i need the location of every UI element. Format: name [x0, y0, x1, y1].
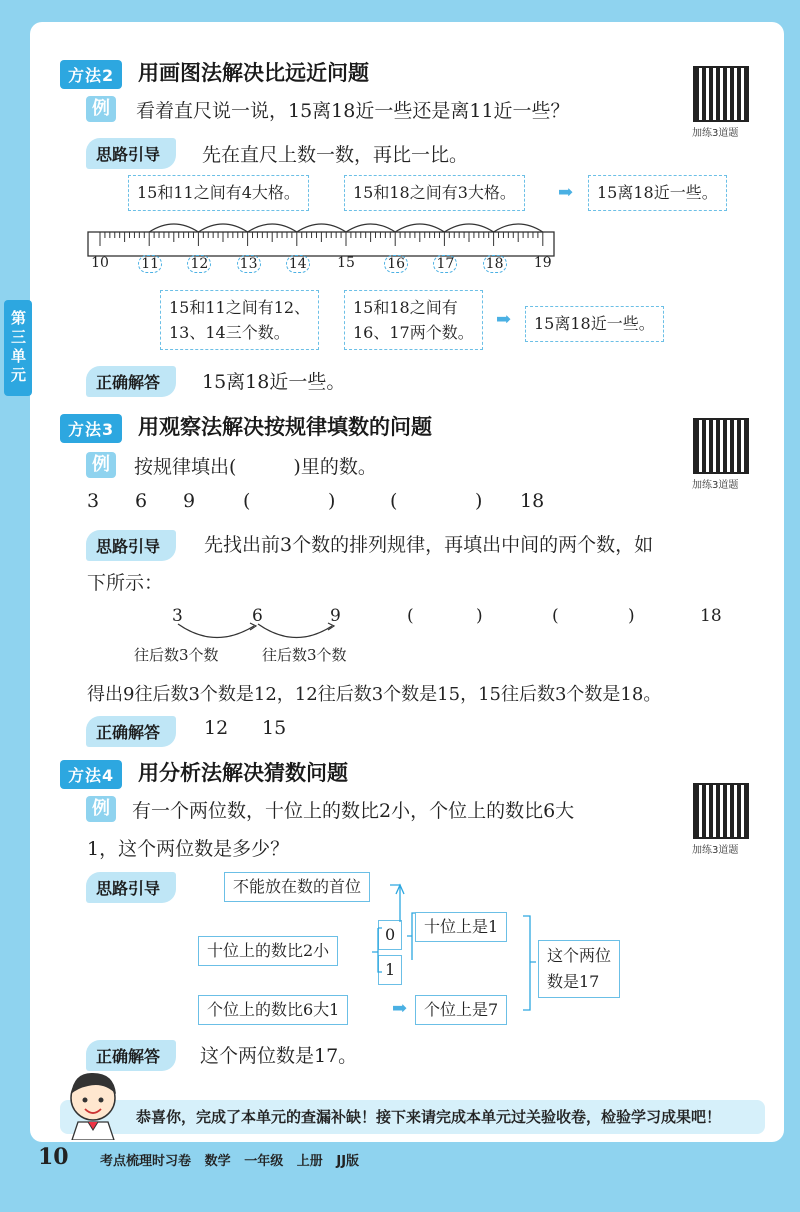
completion-banner: 恭喜你，完成了本单元的查漏补缺！接下来请完成本单元过关验收卷，检验学习成果吧！ [60, 1100, 765, 1134]
method3-conclusion: 得出9往后数3个数是12，12往后数3个数是15，15往后数3个数是18。 [87, 684, 662, 705]
sequence-item: 3 [87, 490, 100, 512]
box-tens-less-than-2: 十位上的数比2小 [198, 936, 338, 966]
ruler-label: 19 [533, 255, 552, 271]
arrow-label-2: 往后数3个数 [262, 646, 347, 664]
sequence2-item: 3 [172, 606, 183, 626]
method2-answer-tag: 正确解答 [86, 366, 176, 397]
method4-question-line1: 有一个两位数，十位上的数比2小，个位上的数比6大 [132, 800, 575, 822]
method3-tag: 方法3 [60, 414, 122, 443]
method4-question-line2: 1，这个两位数是多少？ [87, 838, 290, 860]
method4-tag: 方法4 [60, 760, 122, 789]
sequence-blank[interactable] [440, 490, 459, 517]
method2-question: 看着直尺说一说，15离18近一些还是离11近一些？ [136, 100, 570, 122]
sequence2-item: ) [476, 606, 483, 626]
box-digit-0: 0 [378, 920, 402, 950]
ruler-arcs [149, 224, 543, 232]
ruler-arc [444, 224, 493, 232]
ruler-arc [494, 224, 543, 232]
sequence-item: ( [390, 490, 398, 512]
sequence2-item: ) [628, 606, 635, 626]
box-result [538, 940, 620, 998]
method4-title: 用分析法解决猜数问题 [138, 761, 348, 785]
qr-caption: 加练3道题 [692, 128, 739, 139]
box-result-line2: 数是17 [547, 972, 600, 991]
ruler-label: 11 [138, 255, 162, 273]
sequence-item: 18 [520, 490, 545, 512]
arrow-right-icon: ➡ [392, 998, 408, 1019]
sequence-item: 6 [135, 490, 148, 512]
footer-subject: 数学 [204, 1154, 231, 1169]
qr-caption: 加练3道题 [692, 845, 739, 856]
method2-bottom-box-2-line2: 16、17两个数。 [353, 323, 474, 342]
method3-answer-tag: 正确解答 [86, 716, 176, 747]
method2-bottom-box-1-line2: 13、14三个数。 [169, 323, 290, 342]
ruler-label: 14 [286, 255, 310, 273]
method2-bottom-box-2-line1: 15和18之间有 [353, 298, 458, 317]
method2-bottom-box-2 [344, 290, 483, 350]
footer-book: 考点梳理时习卷 [100, 1154, 192, 1169]
method3-example-tag: 例 [86, 452, 116, 478]
box-result-line1: 这个两位 [547, 946, 612, 965]
arrow-right-icon: ➡ [558, 182, 574, 203]
jump-arrows [170, 620, 350, 644]
qr-caption: 加练3道题 [692, 480, 739, 491]
analysis-connectors [360, 880, 550, 1025]
method2-top-box-1: 15和11之间有4大格。 [128, 175, 309, 211]
box-not-first-position: 不能放在数的首位 [224, 872, 370, 902]
ruler-arc [198, 224, 247, 232]
method3-guide-line2: 下所示： [87, 572, 164, 594]
footer-info [100, 1150, 359, 1169]
sequence-blank[interactable] [293, 490, 312, 517]
ruler-label: 15 [337, 255, 355, 271]
box-digit-1: 1 [378, 955, 402, 985]
method4-answer: 这个两位数是17。 [200, 1045, 358, 1067]
method2-guide-tag: 思路引导 [86, 138, 176, 169]
method2-bottom-box-1-line1: 15和11之间有12、 [169, 298, 311, 317]
box-ones-is-7: 个位上是7 [415, 995, 507, 1025]
footer-grade: 一年级 [244, 1154, 284, 1169]
box-tens-is-1: 十位上是1 [415, 912, 507, 942]
method2-bottom-box-1 [160, 290, 319, 350]
ruler-label: 16 [384, 255, 408, 273]
ruler-arc [149, 224, 198, 232]
jump-arc-2 [258, 624, 332, 638]
method2-top-box-2: 15和18之间有3大格。 [344, 175, 525, 211]
sequence2-item: 9 [330, 606, 341, 626]
ruler-arc [248, 224, 297, 232]
jump-arc-1 [178, 624, 254, 638]
method2-guide-text: 先在直尺上数一数，再比一比。 [202, 144, 469, 166]
ruler-label: 12 [187, 255, 211, 273]
sequence-item: ) [328, 490, 336, 512]
method2-title: 用画图法解决比远近问题 [138, 61, 369, 85]
page-number: 10 [38, 1144, 69, 1170]
method3-guide-line1: 先找出前3个数的排列规律，再填出中间的两个数，如 [204, 534, 654, 556]
qr-code-icon[interactable] [695, 785, 747, 837]
method2-example-tag: 例 [86, 96, 116, 122]
box-ones-more-than-6: 个位上的数比6大1 [198, 995, 348, 1025]
method4-guide-tag: 思路引导 [86, 872, 176, 903]
method2-answer: 15离18近一些。 [202, 371, 346, 393]
student-mascot-icon [58, 1064, 128, 1140]
sequence2-item: 6 [252, 606, 263, 626]
ruler-arc [395, 224, 444, 232]
method3-answer-2[interactable]: 15 [262, 717, 287, 739]
method3-title: 用观察法解决按规律填数的问题 [138, 415, 432, 439]
ruler-arc [346, 224, 395, 232]
ruler-labels [86, 255, 556, 279]
method2-bottom-box-3: 15离18近一些。 [525, 306, 664, 342]
method3-question: 按规律填出( )里的数。 [134, 456, 377, 478]
method3-answer-1[interactable]: 12 [204, 717, 229, 739]
footer-edition: JJ版 [336, 1154, 360, 1169]
arrow-label-1: 往后数3个数 [134, 646, 219, 664]
ruler-label: 18 [483, 255, 507, 273]
ruler-label: 13 [237, 255, 261, 273]
method2-top-box-3: 15离18近一些。 [588, 175, 727, 211]
sequence-item: ) [475, 490, 483, 512]
sequence-item: ( [243, 490, 251, 512]
qr-code-icon[interactable] [695, 420, 747, 472]
arrow-right-icon: ➡ [496, 309, 512, 330]
ruler-label: 10 [91, 255, 109, 271]
footer-volume: 上册 [296, 1154, 323, 1169]
sequence-item: 9 [183, 490, 196, 512]
method2-tag: 方法2 [60, 60, 122, 89]
sequence2-item: ( [407, 606, 414, 626]
ruler-arc [297, 224, 346, 232]
method4-answer-tag: 正确解答 [86, 1040, 176, 1071]
sequence2-item: 18 [700, 606, 722, 626]
method3-guide-tag: 思路引导 [86, 530, 176, 561]
qr-code-icon[interactable] [695, 68, 747, 120]
sequence2-item: ( [552, 606, 559, 626]
side-tab-unit: 第三单元 [4, 300, 32, 396]
ruler-label: 17 [433, 255, 457, 273]
method4-example-tag: 例 [86, 796, 116, 822]
